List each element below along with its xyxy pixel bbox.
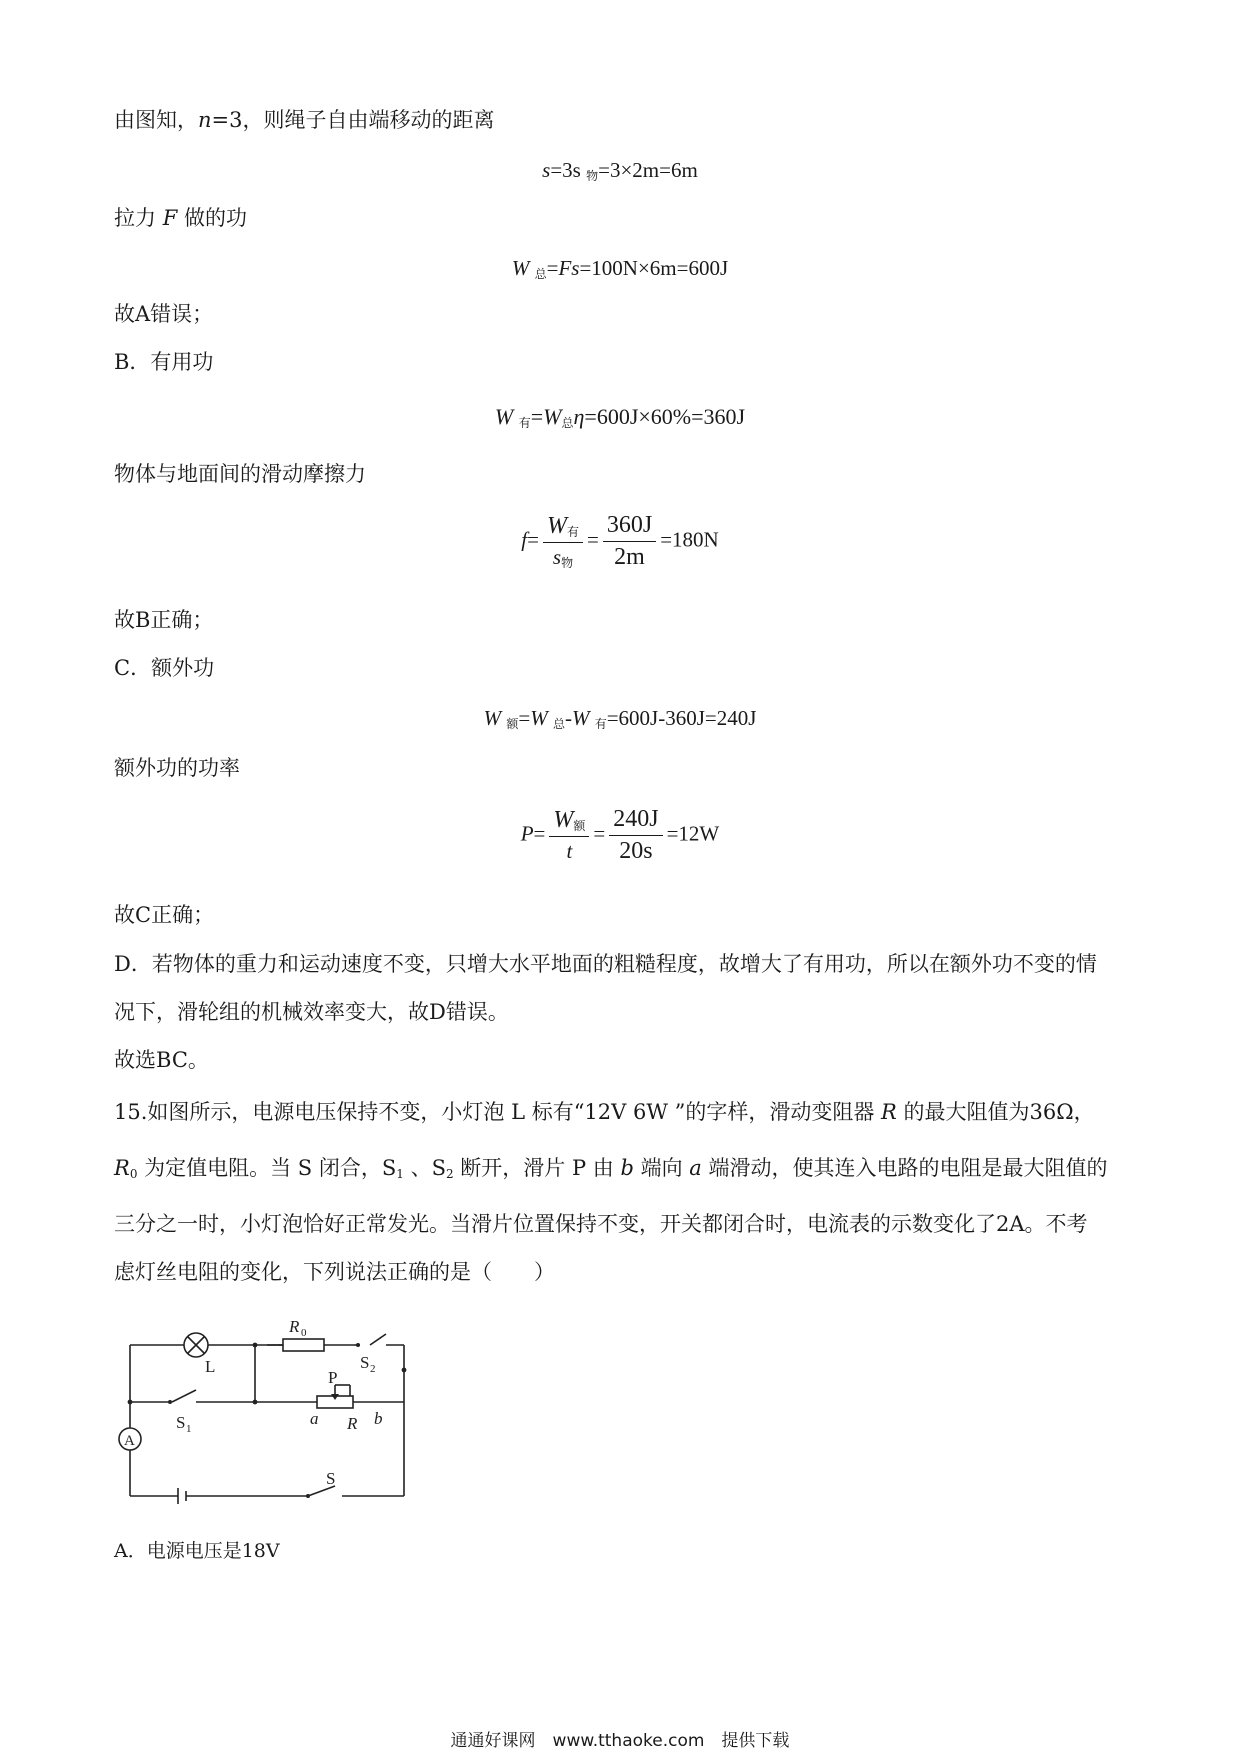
label-r0-sub: 0 — [301, 1327, 307, 1339]
label-p: P — [328, 1368, 338, 1387]
option-a: A．电源电压是18V — [114, 1540, 280, 1562]
answer-line: 故选BC。 — [114, 1048, 209, 1072]
option-d-line: 况下，滑轮组的机械效率变大，故D错误。 — [114, 1000, 509, 1024]
solution-line: 故C正确； — [114, 903, 215, 927]
label-s2: S — [360, 1353, 370, 1372]
question-15-line: $R_0$ 为定值电阻。当 S 闭合，$S_1$ 、$S_2$ 断开，滑片 P 由 b 端向 a 端滑动，使其连入电路的电阻是最大阻值的 — [114, 1156, 1108, 1181]
label-a-meter: A — [124, 1433, 135, 1449]
solution-line: 故B正确； — [114, 608, 214, 632]
solution-line: 拉力 F 做的功 — [114, 206, 247, 230]
label-b: b — [374, 1409, 383, 1428]
equation: W $_额$=W $_总$-W $_有$=600J-360J=240J — [483, 706, 757, 731]
equation: s=3s $_物$=3×2m=6m — [542, 158, 698, 183]
label-r0: R — [289, 1317, 300, 1336]
solution-line: 故A错误； — [114, 302, 214, 326]
solution-line: 物体与地面间的滑动摩擦力 — [114, 462, 366, 486]
question-15-line: 三分之一时，小灯泡恰好正常发光。当滑片位置保持不变，开关都闭合时，电流表的示数变化了2A。不考 — [114, 1212, 1088, 1236]
label-a: a — [310, 1409, 319, 1428]
question-15-line: 虑灯丝电阻的变化，下列说法正确的是（ ） — [114, 1260, 555, 1284]
equation: W $_总$=Fs=100N×6m=600J — [511, 256, 729, 281]
question-15-line: 15.如图所示，电源电压保持不变，小灯泡 L 标有“12V 6W ”的字样，滑动变阻器 R 的最大阻值为36Ω， — [114, 1100, 1095, 1124]
label-s2-sub: 2 — [370, 1363, 376, 1375]
solution-line: 额外功的功率 — [114, 756, 240, 780]
solution-line: 由图知，n=3，则绳子自由端移动的距离 — [114, 108, 495, 132]
circuit-diagram — [110, 1310, 430, 1510]
label-s1: S — [176, 1413, 186, 1432]
equation-fraction: f= $\frac{W_有}{s_物}$ = $\frac{360J}{2m}$ =180N — [521, 512, 719, 570]
lamp-symbol — [184, 1333, 208, 1357]
label-r: R — [347, 1414, 358, 1433]
resistor-r0 — [283, 1339, 324, 1351]
label-s1-sub: 1 — [186, 1423, 192, 1435]
option-c-heading: C．额外功 — [114, 656, 215, 680]
equation: W $_有=W_总\eta=600J\times 60\%=360J$ — [494, 404, 746, 430]
option-d-line: D．若物体的重力和运动速度不变，只增大水平地面的粗糙程度，故增大了有用功，所以在额外功不变的情 — [114, 952, 1097, 976]
label-l: L — [205, 1357, 216, 1376]
equation-fraction: P= $\frac{W_额}{t}$ = $\frac{240J}{20s}$ =12W — [520, 806, 720, 864]
option-b-heading: B．有用功 — [114, 350, 214, 374]
label-s: S — [326, 1469, 336, 1488]
footer: 通通好课网 www.tthaoke.com 提供下载 — [450, 1731, 790, 1751]
